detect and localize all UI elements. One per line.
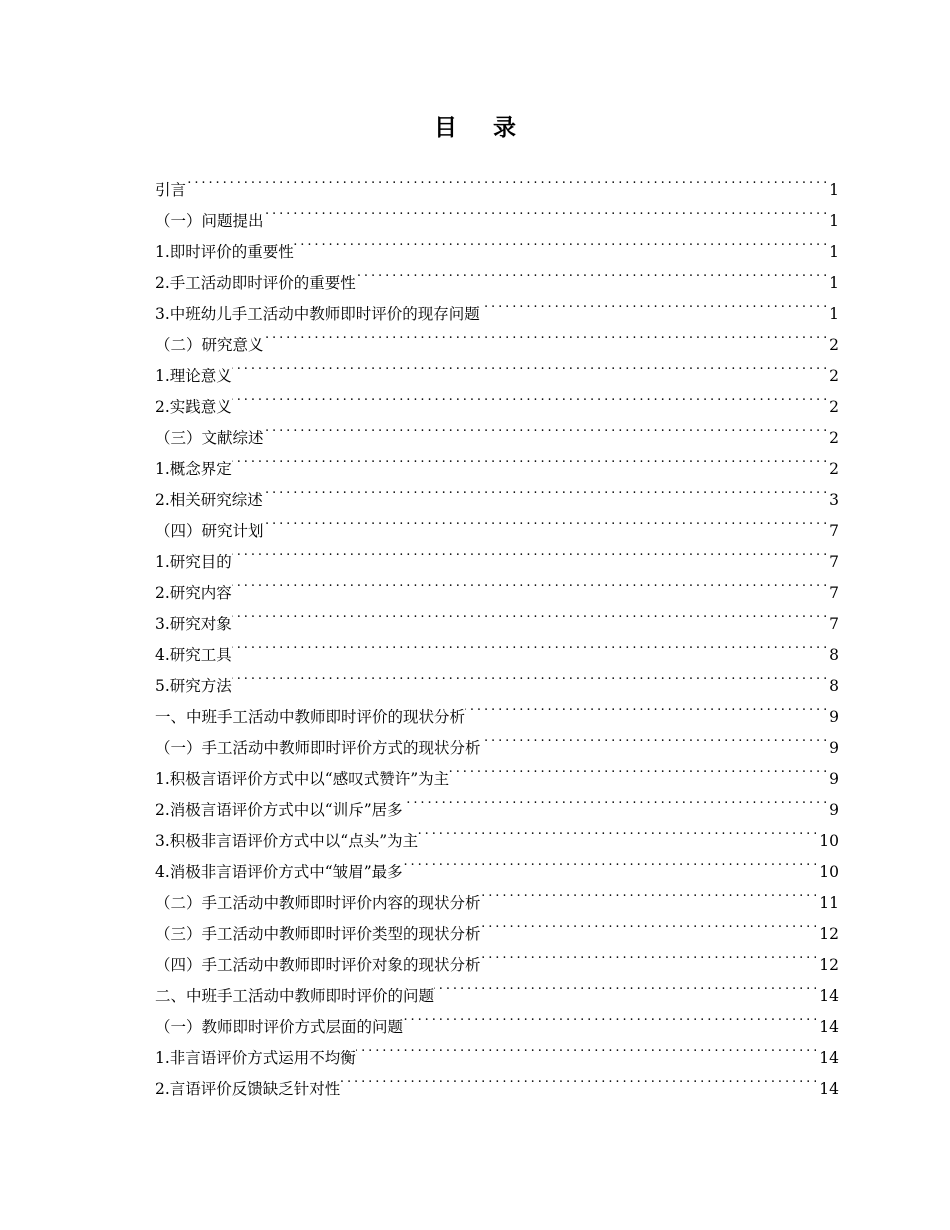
dot-leader (232, 567, 826, 598)
toc-entry-label: 2.研究内容 (155, 584, 232, 602)
dot-leader (481, 939, 817, 970)
toc-entry-label: 2.实践意义 (155, 398, 232, 416)
toc-entry-label: 1.理论意义 (155, 367, 232, 385)
toc-entry-page-number: 1 (829, 212, 839, 230)
toc-entry-label: （一）手工活动中教师即时评价方式的现状分析 (155, 739, 481, 757)
toc-entry-page-number: 7 (829, 553, 839, 571)
toc-entry-label: 3.积极非言语评价方式中以“点头”为主 (155, 832, 419, 850)
toc-entry-label: 4.消极非言语评价方式中“皱眉”最多 (155, 863, 403, 881)
toc-entry-label: （四）手工活动中教师即时评价对象的现状分析 (155, 956, 481, 974)
toc-entry (155, 443, 839, 478)
toc-entry-page-number: 2 (829, 460, 839, 478)
toc-entry-page-number: 12 (819, 925, 839, 943)
dot-leader (232, 629, 826, 660)
toc-entry-page-number: 2 (829, 367, 839, 385)
toc-entry-label: （三）手工活动中教师即时评价类型的现状分析 (155, 925, 481, 943)
toc-entry-page-number: 10 (819, 863, 839, 881)
toc-entry-label: 1.研究目的 (155, 553, 232, 571)
toc-entry-page-number: 9 (829, 708, 839, 726)
toc-entry-label: 1.非言语评价方式运用不均衡 (155, 1049, 356, 1067)
dot-leader (480, 288, 826, 319)
dot-leader (186, 164, 826, 195)
dot-leader (403, 1001, 816, 1032)
toc-entry (155, 474, 839, 509)
dot-leader (356, 257, 826, 288)
toc-entry-page-number: 8 (829, 677, 839, 695)
toc-entry-label: 1.概念界定 (155, 460, 232, 478)
toc-entry-page-number: 9 (829, 739, 839, 757)
toc-entry (155, 195, 839, 230)
toc-entry-label: 1.积极言语评价方式中以“感叹式赞许”为主 (155, 770, 450, 788)
toc-entry-page-number: 7 (829, 615, 839, 633)
dot-leader (232, 660, 826, 691)
dot-leader (264, 195, 827, 226)
dot-leader (403, 784, 826, 815)
toc-entry-page-number: 2 (829, 398, 839, 416)
toc-entry-label: 2.言语评价反馈缺乏针对性 (155, 1080, 341, 1098)
toc-entry-page-number: 7 (829, 522, 839, 540)
toc-entry-label: （四）研究计划 (155, 522, 264, 540)
toc-entry-label: 一、中班手工活动中教师即时评价的现状分析 (155, 708, 466, 726)
dot-leader (263, 474, 826, 505)
toc-entry-page-number: 3 (829, 491, 839, 509)
dot-leader (418, 815, 816, 846)
toc-entry-page-number: 14 (819, 1080, 839, 1098)
toc-entry-label: 二、中班手工活动中教师即时评价的问题 (155, 987, 435, 1005)
dot-leader (403, 846, 817, 877)
toc-entry (155, 536, 839, 571)
dot-leader (449, 753, 826, 784)
toc-entry-page-number: 9 (829, 801, 839, 819)
toc-entry-label: 1.即时评价的重要性 (155, 243, 294, 261)
toc-entry-page-number: 14 (819, 1049, 839, 1067)
toc-entry-label: 2.消极言语评价方式中以“训斥”居多 (155, 801, 403, 819)
toc-entry-label: 3.中班幼儿手工活动中教师即时评价的现存问题 (155, 305, 480, 323)
toc-entry-page-number: 9 (829, 770, 839, 788)
dot-leader (340, 1063, 816, 1094)
toc-entry-label: 4.研究工具 (155, 646, 232, 664)
toc-entry-page-number: 1 (829, 181, 839, 199)
dot-leader (481, 908, 817, 939)
dot-leader (264, 505, 827, 536)
toc-entry-page-number: 8 (829, 646, 839, 664)
dot-leader (465, 691, 826, 722)
toc-entry-page-number: 11 (819, 894, 839, 912)
dot-leader (232, 381, 826, 412)
dot-leader (356, 1032, 816, 1063)
toc-entry-page-number: 1 (829, 274, 839, 292)
toc-entry-label: （一）教师即时评价方式层面的问题 (155, 1018, 404, 1036)
toc-entry-page-number: 12 (819, 956, 839, 974)
toc-entry-label: （二）研究意义 (155, 336, 264, 354)
toc-entry (155, 598, 839, 633)
toc-entry-label: 3.研究对象 (155, 615, 232, 633)
dot-leader (232, 443, 826, 474)
toc-entry (155, 629, 839, 664)
toc-entry (155, 350, 839, 385)
toc-entry-page-number: 10 (819, 832, 839, 850)
toc-entry-page-number: 14 (819, 987, 839, 1005)
dot-leader (264, 319, 827, 350)
dot-leader (232, 536, 826, 567)
toc-entry (155, 660, 839, 695)
toc-entry-label: 引言 (155, 181, 187, 199)
dot-leader (481, 877, 817, 908)
toc-entry-label: 2.相关研究综述 (155, 491, 263, 509)
toc-entry-page-number: 2 (829, 429, 839, 447)
toc-entry-label: （一）问题提出 (155, 212, 264, 230)
toc-entry (155, 412, 839, 447)
table-of-contents (155, 164, 839, 1098)
dot-leader (232, 598, 826, 629)
dot-leader (264, 412, 827, 443)
toc-entry-label: 2.手工活动即时评价的重要性 (155, 274, 356, 292)
toc-entry (155, 691, 839, 726)
toc-entry (155, 164, 839, 199)
dot-leader (294, 226, 826, 257)
dot-leader (434, 970, 816, 1001)
toc-entry-label: （三）文献综述 (155, 429, 264, 447)
toc-entry-page-number: 7 (829, 584, 839, 602)
page-title: 目 录 (433, 115, 530, 141)
dot-leader (232, 350, 826, 381)
toc-entry-label: 5.研究方法 (155, 677, 232, 695)
toc-entry (155, 381, 839, 416)
toc-entry-page-number: 1 (829, 305, 839, 323)
toc-entry (155, 567, 839, 602)
dot-leader (481, 722, 827, 753)
toc-entry-page-number: 14 (819, 1018, 839, 1036)
toc-entry-label: （二）手工活动中教师即时评价内容的现状分析 (155, 894, 481, 912)
toc-entry-page-number: 1 (829, 243, 839, 261)
toc-entry-page-number: 2 (829, 336, 839, 354)
